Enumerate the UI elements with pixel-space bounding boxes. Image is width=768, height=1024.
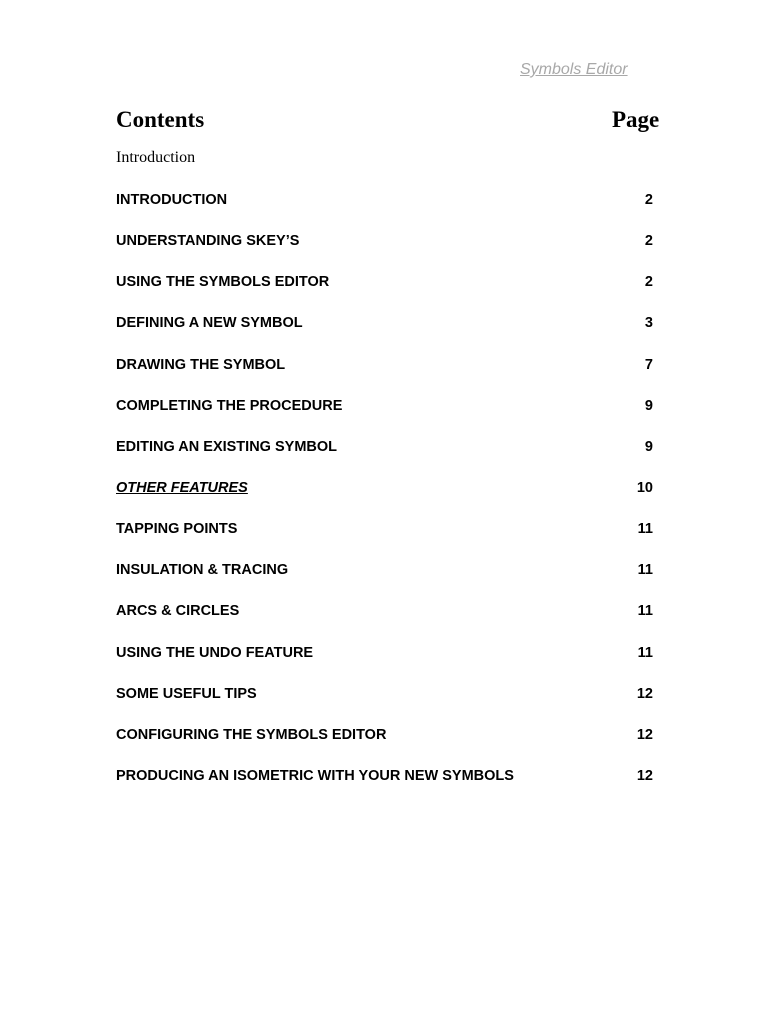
toc-entry-introduction[interactable] bbox=[116, 191, 653, 232]
contents-heading: Contents bbox=[116, 107, 205, 132]
toc-entry-page-number: 11 bbox=[637, 644, 653, 661]
toc-entry-page-number: 12 bbox=[636, 685, 653, 702]
toc-entry-page-number: 11 bbox=[637, 603, 653, 620]
toc-entry-title: TAPPING POINTS bbox=[116, 521, 238, 538]
toc-entry-producing-isometric[interactable] bbox=[116, 767, 653, 808]
toc-entry-page-number: 10 bbox=[636, 479, 653, 496]
toc-entry-undo-feature[interactable] bbox=[116, 644, 653, 685]
toc-entry-title: INTRODUCTION bbox=[116, 192, 228, 208]
running-title-link[interactable]: Symbols Editor bbox=[520, 61, 628, 78]
toc-entry-page-number: 2 bbox=[644, 192, 653, 208]
toc-entry-title: OTHER FEATURES bbox=[116, 479, 248, 496]
page-column-heading: Page bbox=[612, 107, 660, 132]
toc-entry-page-number: 2 bbox=[644, 274, 653, 291]
toc-entry-configuring-symbols-editor[interactable] bbox=[116, 726, 653, 767]
toc-entry-useful-tips[interactable] bbox=[116, 685, 653, 726]
toc-entry-title: EDITING AN EXISTING SYMBOL bbox=[116, 438, 338, 455]
toc-entry-other-features[interactable] bbox=[116, 479, 653, 520]
toc-entry-title: INSULATION & TRACING bbox=[116, 562, 289, 579]
toc-entry-understanding-skeys[interactable] bbox=[116, 232, 653, 273]
toc-entry-arcs-circles[interactable] bbox=[116, 602, 653, 643]
toc-entry-page-number: 9 bbox=[644, 397, 653, 414]
toc-entry-page-number: 11 bbox=[637, 562, 653, 579]
section-label: Introduction bbox=[116, 149, 196, 166]
toc-entry-title: SOME USEFUL TIPS bbox=[116, 685, 257, 702]
toc-entry-tapping-points[interactable] bbox=[116, 520, 653, 561]
toc-entry-drawing-symbol[interactable] bbox=[116, 356, 653, 397]
toc-entry-title: CONFIGURING THE SYMBOLS EDITOR bbox=[116, 726, 387, 743]
toc-entry-page-number: 9 bbox=[644, 438, 653, 455]
toc-entry-title: UNDERSTANDING SKEY’S bbox=[116, 233, 300, 250]
toc-entry-title: COMPLETING THE PROCEDURE bbox=[116, 397, 343, 414]
table-of-contents bbox=[116, 191, 653, 808]
toc-entry-editing-existing-symbol[interactable] bbox=[116, 438, 653, 479]
toc-entry-insulation-tracing[interactable] bbox=[116, 561, 653, 602]
toc-entry-title: USING THE UNDO FEATURE bbox=[116, 644, 314, 661]
toc-entry-using-symbols-editor[interactable] bbox=[116, 273, 653, 314]
toc-entry-title: PRODUCING AN ISOMETRIC WITH YOUR NEW SYMBOLS bbox=[116, 767, 514, 784]
toc-entry-page-number: 2 bbox=[644, 233, 653, 250]
toc-entry-defining-new-symbol[interactable] bbox=[116, 314, 653, 355]
toc-entry-title: DEFINING A NEW SYMBOL bbox=[116, 315, 303, 332]
toc-entry-page-number: 3 bbox=[644, 315, 653, 332]
toc-entry-title: ARCS & CIRCLES bbox=[116, 603, 240, 620]
toc-entry-completing-procedure[interactable] bbox=[116, 397, 653, 438]
toc-entry-page-number: 11 bbox=[637, 521, 653, 538]
toc-entry-title: USING THE SYMBOLS EDITOR bbox=[116, 274, 330, 291]
toc-entry-title: DRAWING THE SYMBOL bbox=[116, 356, 286, 373]
toc-entry-page-number: 7 bbox=[644, 356, 653, 373]
toc-entry-page-number: 12 bbox=[636, 726, 653, 743]
toc-entry-page-number: 12 bbox=[636, 767, 653, 784]
